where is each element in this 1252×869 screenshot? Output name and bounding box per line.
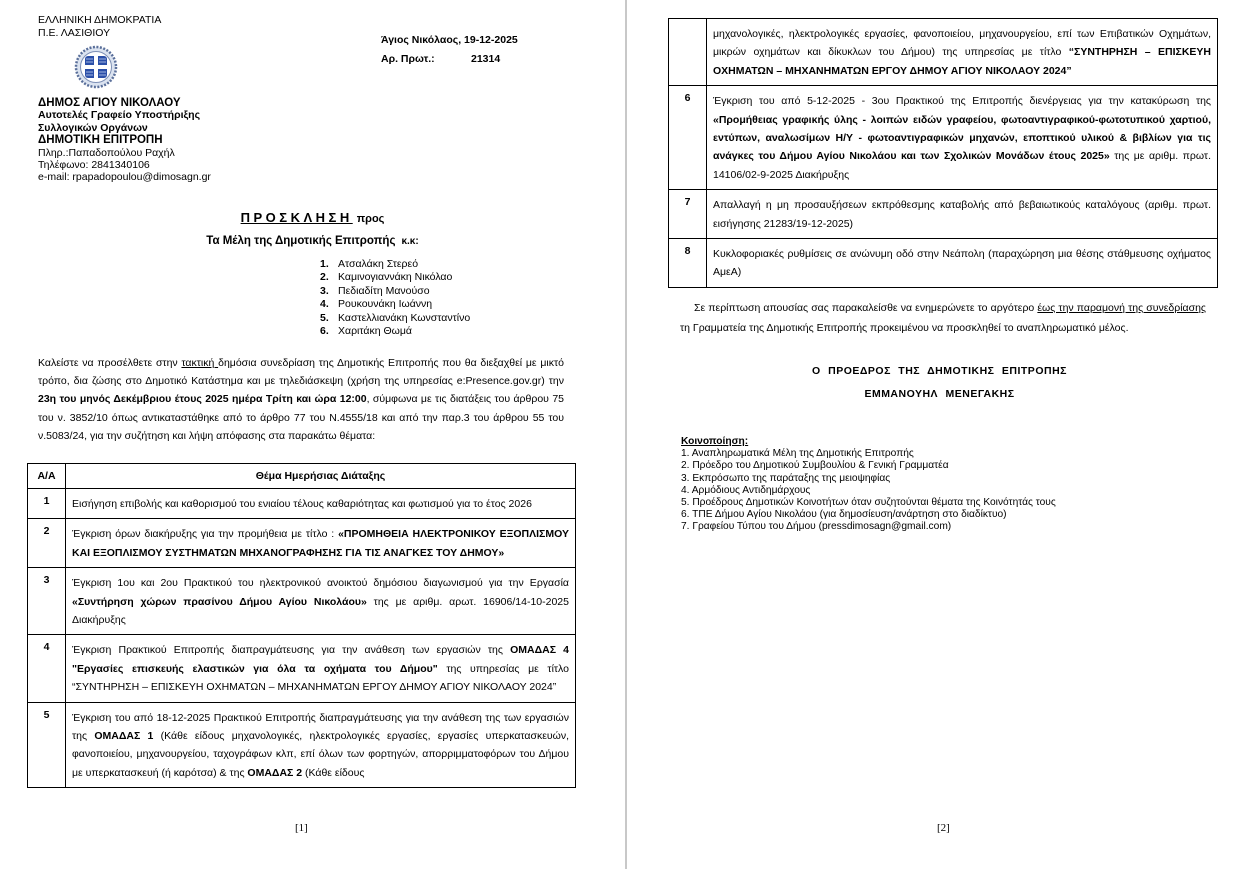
notification-item: 5. Προέδρους Δημοτικών Κοινοτήτων όταν συζητούνται θέματα της Κοινότητάς τους xyxy=(681,497,1056,509)
member-name: Χαριτάκη Θωμά xyxy=(338,325,412,338)
agenda-item-number: 5 xyxy=(28,702,66,788)
signatory-name: ΕΜΜΑΝΟΥΗΛ ΜΕΝΕΓΑΚΗΣ xyxy=(864,388,1015,400)
agenda-item-number xyxy=(669,19,707,86)
place-label: Άγιος Νικόλαος, xyxy=(381,34,462,46)
body-text: Σε περίπτωση απουσίας σας παρακαλείσθε να ενημερώνετε το αργότερο xyxy=(694,302,1038,314)
invitation-heading-suffix: προς xyxy=(356,213,385,225)
member-item xyxy=(320,298,470,311)
agenda-item-number: 3 xyxy=(28,568,66,635)
topic-text: “ΣΥΝΤΗΡΗΣΗ – ΕΠΙΣΚΕΥΗ ΟΧΗΜΑΤΩΝ – ΜΗΧΑΝΗΜΑΤΩΝ ΕΡΓΟΥ ΔΗΜΟΥ ΑΓΙΟΥ ΝΙΚΟΛΑΟΥ 2024” xyxy=(713,46,1211,77)
topic-text: ΟΜΑΔΑΣ 2 xyxy=(247,766,303,779)
protocol-number: 21314 xyxy=(471,53,501,65)
body-text: Καλείστε να προσέλθετε στην xyxy=(38,357,182,369)
topic-text: Εισήγηση επιβολής και καθορισμού του ενιαίου τέλους καθαριότητας και φωτισμού για το έτος 2026 xyxy=(72,498,532,510)
member-name: Καμινογιαννάκη Νικόλαο xyxy=(338,271,453,284)
absence-note xyxy=(680,298,1206,338)
member-name: Ατσαλάκη Στερεό xyxy=(338,258,419,270)
agenda-row xyxy=(669,239,1218,288)
phone-number: Τηλέφωνο: 2841340106 xyxy=(38,159,150,172)
member-item xyxy=(320,312,470,325)
member-number: 5. xyxy=(320,311,329,324)
email-address: e-mail: rpapadopoulou@dimosagn.gr xyxy=(38,171,211,184)
members-list xyxy=(320,258,470,338)
agenda-item-number: 8 xyxy=(669,239,707,288)
topic-text: Έγκριση όρων διακήρυξης για την προμήθεια με τίτλο : xyxy=(72,528,339,541)
member-number: 2. xyxy=(320,271,329,284)
body-text: , σύμφωνα με τις διατάξεις του άρθρου 75 του ν. 3852/10 όπως αντικαταστάθηκε από το άρθρο 77 του Ν.4555/18 και από την παρ.3 του άρθρου 55 του ν.5083/24, για την συζήτηση και λήψη απόφασης στα παρακάτω θέματα: xyxy=(38,393,564,442)
member-item xyxy=(320,285,470,298)
document-date: 19-12-2025 xyxy=(464,34,518,46)
topic-text: «ΠΡΟΜΗΘΕΙΑ ΗΛΕΚΤΡΟΝΙΚΟΥ ΕΞΟΠΛΙΣΜΟΥ ΚΑΙ ΕΞΟΠΛΙΣΜΟΥ ΣΥΣΤΗΜΑΤΩΝ ΜΗΧΑΝΟΓΡΑΦΗΣΗΣ ΓΙΑ ΤΙΣ ΑΝΑΓΚΕΣ ΤΟΥ ΔΗΜΟΥ» xyxy=(72,528,569,559)
topic-text: Έγκριση 1ου και 2ου Πρακτικού του ηλεκτρονικού ανοικτού δημόσιου διαγωνισμού για την Εργασία xyxy=(72,577,569,590)
agenda-table xyxy=(27,463,576,788)
municipality-name: ΔΗΜΟΣ ΑΓΙΟΥ ΝΙΚΟΛΑΟΥ xyxy=(38,97,181,109)
agenda-item-topic xyxy=(66,568,576,635)
agenda-item-topic xyxy=(66,702,576,788)
topic-text: (Κάθε είδους μηχανολογικές, ηλεκτρολογικές εργασίες, εργασίες υπερκατασκευών, φανοποιείου, μηχανουργείου, ταχογράφων κλπ, επί όλων των φορτηγών, απορριμματοφόρων του Δήμου με υπερκατασκευή (ή καρότσα) & της xyxy=(72,730,569,779)
agenda-row xyxy=(669,86,1218,190)
contact-person: Πληρ.:Παπαδοπούλου Ραχήλ xyxy=(38,146,175,159)
office-line-2: Συλλογικών Οργάνων xyxy=(38,121,148,134)
organization-block xyxy=(38,97,298,184)
agenda-row xyxy=(28,635,576,702)
agenda-row xyxy=(28,519,576,568)
topic-text: της με αριθμ. αρωτ. 16906/14-10-2025 Διακήρυξης xyxy=(72,595,569,627)
invitation-body xyxy=(38,354,564,445)
agenda-row xyxy=(28,702,576,788)
agenda-row xyxy=(28,489,576,519)
protocol-label: Αρ. Πρωτ.: xyxy=(381,53,435,65)
office-line-1: Αυτοτελές Γραφείο Υποστήριξης xyxy=(38,109,201,122)
member-item xyxy=(320,271,470,284)
topic-text: «Συντήρηση χώρων πρασίνου Δήμου Αγίου Νικολάου» xyxy=(72,595,367,608)
agenda-item-number: 2 xyxy=(28,519,66,568)
member-name: Ρουκουνάκη Ιωάννη xyxy=(338,298,433,311)
signatory-role: Ο ΠΡΟΕΔΡΟΣ ΤΗΣ ΔΗΜΟΤΙΚΗΣ ΕΠΙΤΡΟΠΗΣ xyxy=(812,365,1067,377)
topic-text: Έγκριση Πρακτικού Επιτροπής διαπραγμάτευσης για την ανάθεση των εργασιών της xyxy=(72,644,511,657)
topic-text: Απαλλαγή η μη προσαυξήσεων εκπρόθεσμης καταβολής από βεβαιωτικούς καταλόγους (αριθμ. πρωτ. εισήγησης 21283/19-12-2025) xyxy=(713,199,1211,230)
agenda-row xyxy=(28,568,576,635)
notification-item: 3. Εκπρόσωπο της παράταξης της μειοψηφίας xyxy=(681,472,891,484)
page-number: [2] xyxy=(937,822,950,834)
member-name: Καστελλιανάκη Κωνσταντίνο xyxy=(338,311,471,324)
country-label: ΕΛΛΗΝΙΚΗ ΔΗΜΟΚΡΑΤΙΑ xyxy=(38,14,162,26)
topic-text: (Κάθε είδους xyxy=(302,766,365,779)
invitation-heading: ΠΡΟΣΚΛΗΣΗ xyxy=(240,210,353,225)
notification-heading: Κοινοποίηση: xyxy=(681,436,749,447)
member-number: 1. xyxy=(320,258,329,270)
notification-item: 2. Πρόεδρο του Δημοτικού Συμβουλίου & Γενική Γραμματέα xyxy=(681,460,949,472)
member-name: Πεδιαδίτη Μανούσο xyxy=(338,284,430,297)
topic-text: Έγκριση του από 5-12-2025 - 3ου Πρακτικού της Επιτροπής διενέργειας για την κατακύρωση της xyxy=(713,95,1211,108)
region-label: Π.Ε. ΛΑΣΙΘΙΟΥ xyxy=(38,26,111,39)
topic-text: ΟΜΑΔΑΣ 1 xyxy=(94,730,154,743)
agenda-item-topic xyxy=(707,190,1218,239)
notification-item: 6. ΤΠΕ Δήμου Αγίου Νικολάου (για δημοσίευση/ανάρτηση στο διαδίκτυο) xyxy=(681,509,1007,521)
page-number: [1] xyxy=(295,822,308,834)
committee-name: ΔΗΜΟΤΙΚΗ ΕΠΙΤΡΟΠΗ xyxy=(38,134,163,147)
body-text: τη Γραμματεία της Δημοτικής Επιτροπής προκειμένου να προσκληθεί το αναπληρωματικό μέλος. xyxy=(680,322,1129,334)
agenda-item-topic xyxy=(66,489,576,519)
agenda-item-number: 1 xyxy=(28,489,66,519)
sender-header xyxy=(38,14,298,39)
topic-text: Έγκριση του από 18-12-2025 Πρακτικού Επιτροπής διαπραγμάτευσης για την ανάθεση της των εργασιών της xyxy=(72,711,569,743)
invitation-title xyxy=(0,210,625,225)
document-page-1 xyxy=(0,0,625,869)
agenda-item-topic xyxy=(707,19,1218,86)
topic-text: ΟΜΑΔΑΣ 4 "Εργασίες επισκευής ελαστικών για όλα τα οχήματα του Δήμου" xyxy=(72,644,570,675)
meeting-type: τακτική xyxy=(181,357,219,369)
agenda-table-continued xyxy=(668,18,1218,288)
body-text: δημόσια συνεδρίαση της Δημοτικής Επιτροπής που θα διεξαχθεί με μικτό τρόπο, δια ζώσης στο Δημοτικό Κατάστημα και με τηλεδιάσκεψη (χρήση της υπηρεσίας e:Presence.gov.gr) την xyxy=(38,357,564,388)
topic-text: μηχανολογικές, ηλεκτρολογικές εργασίες, φανοποιείου, μηχανουργείου, επί των Επιβατικών Οχημάτων, μικρών οχημάτων και δίκυκλων του Δήμου) της υπηρεσίας με τίτλο xyxy=(713,28,1211,59)
meeting-datetime: 23η του μηνός Δεκέμβριου έτους 2025 ημέρα Τρίτη και ώρα 12:00 xyxy=(38,393,367,406)
greek-coat-of-arms-icon xyxy=(73,45,119,89)
topic-text: της με αριθμ. πρωτ. 14106/02-9-2025 Διακήρυξης xyxy=(713,150,1211,181)
agenda-header-row xyxy=(28,464,576,489)
notification-list xyxy=(681,436,1056,534)
agenda-row xyxy=(669,190,1218,239)
date-protocol-block xyxy=(381,31,518,69)
agenda-item-topic xyxy=(707,239,1218,288)
agenda-item-topic xyxy=(66,519,576,568)
recipients-suffix: κ.κ: xyxy=(401,236,419,247)
agenda-item-topic xyxy=(707,86,1218,190)
deadline-text: έως την παραμονή της συνεδρίασης xyxy=(1037,302,1206,314)
agenda-row xyxy=(669,19,1218,86)
recipients-label: Τα Μέλη της Δημοτικής Επιτροπής xyxy=(206,235,396,247)
notification-item: 7. Γραφείου Τύπου του Δήμου (pressdimosagn@gmail.com) xyxy=(681,521,952,533)
member-number: 4. xyxy=(320,298,329,311)
agenda-item-number: 7 xyxy=(669,190,707,239)
recipients-line xyxy=(0,235,625,247)
topic-text: Κυκλοφοριακές ρυθμίσεις σε ανώνυμη οδό στην Νεάπολη (παραχώρηση μια θέσης στάθμευσης οχήματος ΑμεΑ) xyxy=(713,248,1211,279)
member-item xyxy=(320,325,470,338)
column-header-topic: Θέμα Ημερήσιας Διάταξης xyxy=(66,464,576,489)
topic-text: της υπηρεσίας με τίτλο “ΣΥΝΤΗΡΗΣΗ – ΕΠΙΣΚΕΥΗ ΟΧΗΜΑΤΩΝ – ΜΗΧΑΝΗΜΑΤΩΝ ΕΡΓΟΥ ΔΗΜΟΥ ΑΓΙΟΥ ΝΙΚΟΛΑΟΥ 2024” xyxy=(72,662,569,694)
member-item xyxy=(320,258,470,271)
topic-text: «Προμήθειας γραφικής ύλης - λοιπών ειδών γραφείου, φωτοαντιγραφικού-φωτοτυπικού χαρτιού, εντύπων, αναλωσίμων Η/Υ - φωτοαντιγραφικών μηχανών, εποπτικού υλικού & βιβλίων για τις ανάγκες του Δήμου Αγίου Νικολάου και των Σχολικών Μονάδων έτους 2025» xyxy=(713,113,1211,163)
member-number: 6. xyxy=(320,325,329,338)
column-header-number: Α/Α xyxy=(28,464,66,489)
agenda-item-number: 6 xyxy=(669,86,707,190)
agenda-item-number: 4 xyxy=(28,635,66,702)
agenda-item-topic xyxy=(66,635,576,702)
member-number: 3. xyxy=(320,284,329,297)
notification-item: 1. Αναπληρωματικά Μέλη της Δημοτικής Επιτροπής xyxy=(681,448,914,460)
notification-item: 4. Αρμόδιους Αντιδημάρχους xyxy=(681,484,811,496)
